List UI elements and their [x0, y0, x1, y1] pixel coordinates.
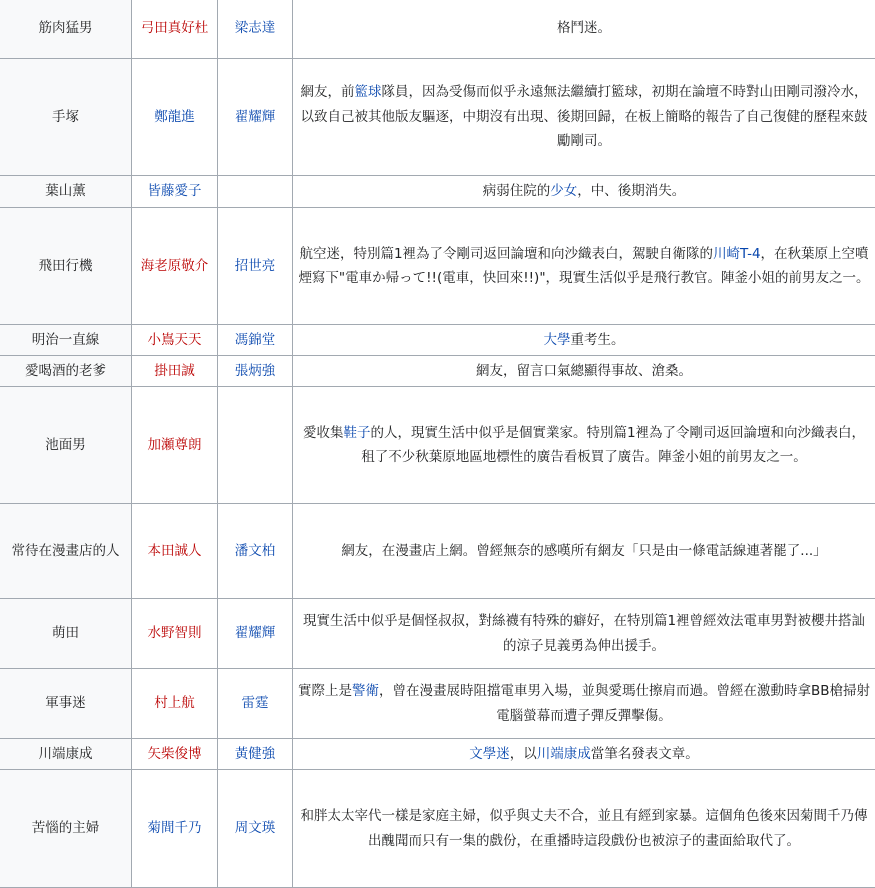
description-link[interactable]: 大學 — [543, 331, 571, 348]
table-row — [0, 208, 875, 325]
japanese-voice-actor-link[interactable]: 村上航 — [154, 695, 195, 712]
cantonese-voice-actor-cell — [218, 59, 293, 176]
cantonese-voice-actor-cell — [218, 770, 293, 888]
description-line — [361, 449, 658, 465]
character-description — [293, 669, 875, 739]
character-name: 苦惱的主婦 — [0, 770, 132, 888]
description-text: 現實生活似乎是飛行教官。陣釜小姐的前男友之一。 — [559, 270, 870, 286]
cantonese-voice-actor-link[interactable]: 招世亮 — [234, 257, 276, 274]
character-name: 軍事迷 — [0, 669, 132, 739]
description-text: 網友，留言口氣總顯得事故、滄桑。 — [476, 362, 692, 379]
character-name: 手塚 — [0, 59, 132, 176]
character-name: 池面男 — [0, 387, 132, 504]
cantonese-voice-actor-cell — [218, 208, 293, 325]
japanese-voice-actor-cell — [132, 599, 218, 669]
description-text: 在板上簡略的報告了自己復健的歷程來鼓勵剛司。 — [557, 108, 868, 150]
description-text: 這個角色後來因菊間千乃傳出醜聞而只有一集的戲份， — [368, 808, 868, 849]
cantonese-voice-actor-cell — [218, 176, 293, 208]
description-text: 租了不少秋葉原地區地標性的廣告看板買了廣告。 — [361, 449, 659, 465]
cantonese-voice-actor-cell — [218, 504, 293, 599]
description-line — [658, 449, 807, 465]
cantonese-voice-actor-link[interactable]: 張炳強 — [234, 362, 276, 379]
cantonese-voice-actor-link[interactable]: 梁志達 — [234, 20, 276, 37]
japanese-voice-actor-cell — [132, 770, 218, 888]
description-text: 愛收集 — [302, 424, 344, 441]
description-line — [557, 20, 611, 36]
japanese-voice-actor-cell — [132, 59, 218, 176]
japanese-voice-actor-link[interactable]: 鄭龍進 — [154, 108, 195, 125]
table-row — [0, 669, 875, 739]
description-link[interactable]: 警衛 — [351, 683, 379, 699]
description-text: 隊員，因為受傷而似乎永遠無法繼續打籃球， — [381, 84, 652, 101]
description-text: 陣釜小姐的前男友之一。 — [658, 449, 807, 465]
description-text: 曾經在激動時拿BB槍掃射電腦螢幕而遭子彈反彈擊傷。 — [496, 683, 871, 724]
japanese-voice-actor-link[interactable]: 本田誠人 — [147, 542, 202, 559]
description-line — [301, 84, 652, 100]
description-line — [586, 425, 865, 441]
description-link[interactable]: 文學迷 — [469, 745, 510, 762]
character-name: 愛喝酒的老爹 — [0, 356, 132, 387]
character-name: 筋肉猛男 — [0, 0, 132, 59]
cantonese-voice-actor-link[interactable]: 黃健強 — [234, 745, 276, 762]
description-link[interactable]: 鞋子 — [343, 424, 371, 441]
character-name: 川端康成 — [0, 739, 132, 770]
character-description — [293, 176, 875, 208]
cantonese-voice-actor-link[interactable]: 潘文柏 — [234, 542, 276, 559]
description-line — [544, 332, 625, 348]
description-text: 駕駛自衛隊的 — [632, 245, 714, 262]
character-name: 葉山薰 — [0, 176, 132, 208]
character-description — [293, 325, 875, 356]
description-line — [625, 543, 827, 559]
cantonese-voice-actor-cell — [218, 0, 293, 59]
japanese-voice-actor-link[interactable]: 矢柴俊博 — [147, 745, 202, 762]
cantonese-voice-actor-link[interactable]: 翟耀輝 — [234, 625, 276, 642]
table-row — [0, 739, 875, 770]
japanese-voice-actor-link[interactable]: 皆藤愛子 — [147, 183, 202, 200]
character-description — [293, 356, 875, 387]
japanese-voice-actor-cell — [132, 0, 218, 59]
description-text: 和胖太太宰代一樣是家庭主婦， — [300, 808, 490, 824]
description-line — [341, 543, 476, 559]
cantonese-voice-actor-cell — [218, 356, 293, 387]
description-link[interactable]: 少女 — [550, 183, 578, 200]
japanese-voice-actor-cell — [132, 356, 218, 387]
character-name: 常待在漫畫店的人 — [0, 504, 132, 599]
description-line — [299, 246, 632, 262]
description-text: 特別篇1裡為了令剛司返回論壇和向沙織表白， — [586, 424, 866, 441]
description-text: 航空迷，特別篇1裡為了令剛司返回論壇和向沙織表白， — [299, 245, 633, 262]
description-text: 在特別篇1裡曾經效法電車男對被櫻井搭訕的涼子見義勇為伸出援手。 — [503, 613, 866, 654]
cantonese-voice-actor-link[interactable]: 翟耀輝 — [234, 108, 276, 125]
description-text: 在重播時這段戲份也被涼子的畫面給取代了。 — [530, 832, 800, 849]
description-text: 病弱住院的 — [482, 183, 551, 200]
character-description — [293, 387, 875, 504]
description-link[interactable]: 川端康成 — [536, 745, 591, 762]
description-line — [301, 808, 490, 824]
description-text: 曾經無奈的感嘆所有網友 — [476, 542, 625, 559]
cantonese-voice-actor-link[interactable]: 周文瑛 — [234, 820, 276, 837]
character-name: 萌田 — [0, 599, 132, 669]
description-line — [298, 683, 717, 699]
description-line — [530, 833, 800, 849]
japanese-voice-actor-link[interactable]: 小嶌天天 — [147, 331, 202, 348]
character-description — [293, 0, 875, 59]
cantonese-voice-actor-link[interactable]: 馮錦堂 — [234, 331, 276, 348]
description-link[interactable]: 川崎T-4 — [713, 245, 761, 262]
description-text: 似乎與丈夫不合，並且有經到家暴。 — [489, 808, 706, 824]
description-line — [483, 183, 686, 199]
table-row — [0, 176, 875, 208]
character-description — [293, 59, 875, 176]
cantonese-voice-actor-cell — [218, 387, 293, 504]
character-name: 明治一直線 — [0, 325, 132, 356]
description-text: ，在秋葉原上空 — [760, 245, 856, 262]
table-row — [0, 356, 875, 387]
description-text: 初期在論壇不時對山田剛司潑冷水， — [651, 84, 868, 101]
description-line — [303, 425, 587, 441]
description-text: ，以 — [509, 745, 537, 762]
character-description — [293, 504, 875, 599]
table-row — [0, 387, 875, 504]
japanese-voice-actor-link[interactable]: 弓田真好杜 — [140, 20, 209, 37]
description-line — [303, 613, 614, 629]
description-line — [476, 363, 692, 379]
description-line — [469, 746, 699, 762]
description-text: 當筆名發表文章。 — [590, 745, 699, 762]
description-text: ，中、後期消失。 — [577, 183, 686, 200]
description-text: 以致自己被其他版友驅逐，中期沒有出現、後期回歸， — [300, 108, 625, 125]
description-line — [632, 246, 855, 262]
description-text: ，曾在漫畫展時阻擋電車男入場，並與愛瑪仕擦肩而過。 — [378, 683, 717, 699]
japanese-voice-actor-cell — [132, 739, 218, 770]
description-text: 網友，在漫畫店上網。 — [341, 542, 477, 559]
description-text: 實際上是 — [297, 683, 352, 699]
description-line — [490, 808, 706, 824]
cantonese-voice-actor-cell — [218, 739, 293, 770]
cantonese-voice-actor-cell — [218, 669, 293, 739]
description-text: 格鬥迷。 — [557, 20, 611, 37]
japanese-voice-actor-link[interactable]: 掛田誠 — [154, 362, 195, 379]
japanese-voice-actor-cell — [132, 325, 218, 356]
japanese-voice-actor-link[interactable]: 菊間千乃 — [147, 820, 202, 837]
description-line — [476, 543, 625, 559]
character-description — [293, 770, 875, 888]
character-description — [293, 599, 875, 669]
description-line — [559, 270, 870, 286]
japanese-voice-actor-cell — [132, 176, 218, 208]
japanese-voice-actor-link[interactable]: 海老原敬介 — [140, 257, 209, 274]
description-line — [301, 109, 625, 125]
description-text: 噴煙寫下"電車か帰って!!(電車，快回來!!)"， — [298, 245, 869, 286]
table-row — [0, 770, 875, 888]
table-row — [0, 0, 875, 59]
cantonese-voice-actor-link[interactable]: 雷霆 — [241, 695, 269, 712]
description-line — [652, 84, 868, 100]
description-link[interactable]: 籃球 — [354, 84, 382, 101]
table-row — [0, 325, 875, 356]
cantonese-voice-actor-cell — [218, 599, 293, 669]
cantonese-voice-actor-cell — [218, 325, 293, 356]
japanese-voice-actor-link[interactable]: 加瀬尊朗 — [147, 436, 202, 453]
table-row — [0, 504, 875, 599]
description-text: 網友，前 — [300, 84, 355, 101]
description-text: 的人，現實生活中似乎是個實業家。 — [370, 424, 587, 441]
japanese-voice-actor-cell — [132, 504, 218, 599]
japanese-voice-actor-cell — [132, 387, 218, 504]
japanese-voice-actor-cell — [132, 669, 218, 739]
japanese-voice-actor-cell — [132, 208, 218, 325]
japanese-voice-actor-link[interactable]: 水野智則 — [147, 625, 202, 642]
character-name: 飛田行機 — [0, 208, 132, 325]
table-row — [0, 599, 875, 669]
description-text: 重考生。 — [570, 331, 625, 348]
description-text: 現實生活中似乎是個怪叔叔，對絲襪有特殊的癖好， — [302, 613, 614, 629]
character-description — [293, 739, 875, 770]
description-text: 「只是由一條電話線連著罷了...」 — [624, 542, 827, 559]
character-description — [293, 208, 875, 325]
table-row — [0, 59, 875, 176]
